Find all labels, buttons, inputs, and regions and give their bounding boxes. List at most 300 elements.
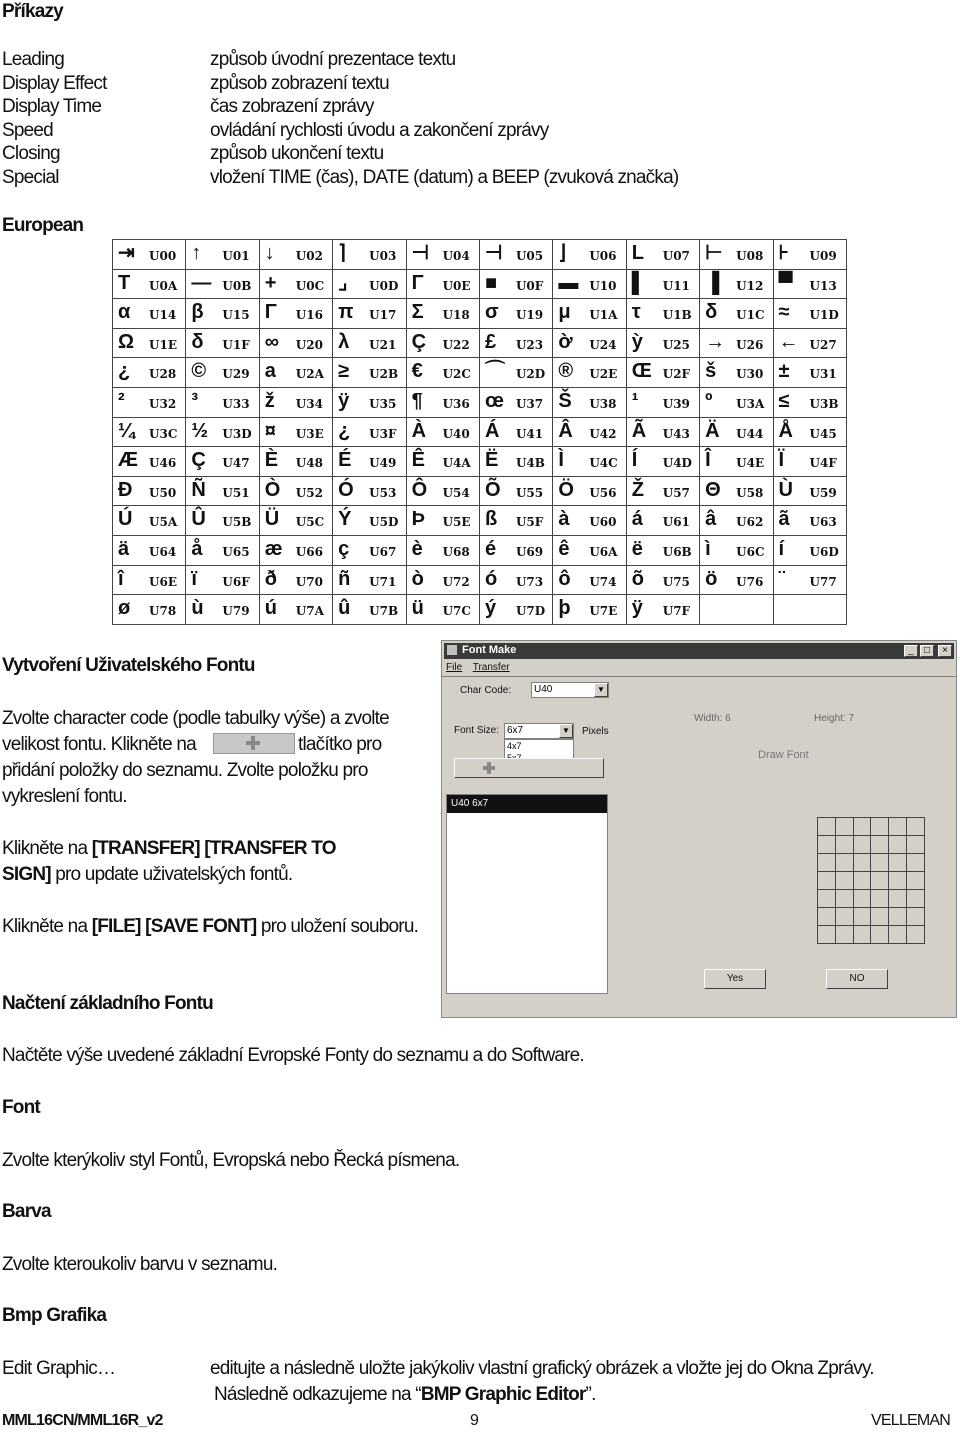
char-cell <box>773 240 846 270</box>
char-glyph: æ <box>264 538 283 561</box>
char-code: U06 <box>589 249 617 263</box>
char-cell <box>479 595 552 625</box>
char-glyph: Ö <box>558 478 574 501</box>
char-cell <box>259 476 332 506</box>
char-code: U44 <box>736 426 764 441</box>
char-glyph: ↑ <box>191 242 202 264</box>
char-glyph: î <box>118 567 124 590</box>
char-glyph: ± <box>778 360 790 383</box>
pixel-cell[interactable] <box>853 818 871 836</box>
char-glyph: Γ <box>411 271 424 294</box>
char-cell <box>700 358 773 388</box>
char-glyph: ô <box>558 567 571 590</box>
char-code: U34 <box>295 397 323 412</box>
char-cell <box>406 388 479 418</box>
pixels-label: Pixels <box>582 726 609 737</box>
char-cell <box>113 388 186 418</box>
char-code: U4D <box>662 456 692 471</box>
char-glyph: β <box>191 301 204 324</box>
add-item-button[interactable] <box>454 758 604 778</box>
font-size-option-4x7[interactable]: 4x7 <box>507 741 522 751</box>
char-glyph: Ü <box>264 508 280 531</box>
pixel-cell[interactable] <box>853 926 871 944</box>
empty-cell <box>773 595 846 625</box>
char-code: U16 <box>295 308 323 323</box>
char-cell <box>113 595 186 625</box>
char-cell <box>333 447 406 477</box>
char-code: U62 <box>736 515 764 530</box>
char-glyph: ý <box>484 597 497 620</box>
char-cell <box>186 536 259 566</box>
char-code: U0D <box>369 278 399 293</box>
char-cell <box>333 358 406 388</box>
char-code: U70 <box>295 574 323 589</box>
char-code: U3E <box>295 426 324 441</box>
footer-page-number: 9 <box>470 1412 479 1429</box>
menu-transfer[interactable]: Transfer <box>472 662 510 673</box>
char-code: U4F <box>809 456 837 471</box>
pixel-cell[interactable] <box>818 908 836 926</box>
char-glyph: Í <box>631 449 638 472</box>
char-code: U37 <box>515 397 544 412</box>
char-cell <box>553 565 626 595</box>
european-heading: European <box>2 215 84 236</box>
char-code: U67 <box>369 545 397 560</box>
user-font-para1-line1: Zvolte character code (podle tabulky výše) a zvolte <box>2 708 389 729</box>
char-cell <box>113 299 186 329</box>
char-code: U74 <box>589 574 617 589</box>
user-font-para1-line2b: tlačítko pro <box>298 734 382 755</box>
char-glyph: ⌋ <box>558 242 567 264</box>
char-glyph: ñ <box>338 567 351 590</box>
command-description: způsob zobrazení textu <box>210 72 389 94</box>
char-code: U55 <box>515 485 544 500</box>
char-code: U0B <box>222 278 252 293</box>
char-code: U0C <box>295 278 325 293</box>
char-code: U4B <box>515 456 545 471</box>
char-glyph: ⌉ <box>338 242 346 264</box>
char-glyph: Ω <box>118 330 135 353</box>
char-glyph: ì <box>705 538 711 561</box>
char-code: U3A <box>736 397 765 412</box>
char-code: U6F <box>222 574 250 589</box>
char-glyph: ∞ <box>264 330 280 353</box>
char-code: U02 <box>295 249 323 263</box>
char-glyph: Á <box>484 419 500 442</box>
pixel-cell[interactable] <box>835 890 853 908</box>
char-glyph: þ <box>558 597 571 620</box>
char-cell <box>186 328 259 358</box>
char-cell <box>186 358 259 388</box>
char-cell <box>333 536 406 566</box>
menu-bar <box>446 662 510 673</box>
char-glyph: Ç <box>191 449 206 472</box>
menu-file[interactable]: File <box>446 662 463 673</box>
char-code: U33 <box>222 397 250 412</box>
char-glyph: ¤ <box>264 419 276 442</box>
char-code: U5C <box>295 515 325 530</box>
char-cell <box>113 417 186 447</box>
char-cell <box>553 358 626 388</box>
title-bar <box>444 643 954 659</box>
char-code: U6A <box>589 545 618 560</box>
char-code: U2A <box>295 367 324 382</box>
char-code-value: U40 <box>534 684 553 695</box>
user-font-para3: Klikněte na [FILE] [SAVE FONT] pro uložení souboru. <box>2 916 419 937</box>
char-glyph: ³ <box>191 390 199 413</box>
char-glyph: δ <box>705 301 718 324</box>
char-glyph: ¿ <box>338 419 351 442</box>
char-code: U5F <box>515 515 544 530</box>
char-cell <box>406 328 479 358</box>
pixel-cell[interactable] <box>871 854 889 872</box>
char-glyph: ï <box>191 567 197 590</box>
empty-cell <box>700 595 773 625</box>
char-glyph: Ð <box>118 478 133 501</box>
char-glyph: ▌ <box>631 271 646 294</box>
pixel-cell[interactable] <box>853 890 871 908</box>
char-glyph: ¼ <box>118 419 135 442</box>
pixel-cell[interactable] <box>907 890 925 908</box>
font-list[interactable] <box>446 794 608 994</box>
char-cell <box>553 388 626 418</box>
char-glyph: £ <box>484 330 497 353</box>
menu-divider <box>442 676 956 677</box>
pixel-cell[interactable] <box>835 836 853 854</box>
char-glyph: Ý <box>338 508 352 531</box>
pixel-cell[interactable] <box>853 872 871 890</box>
char-code: U53 <box>369 485 397 500</box>
no-button[interactable]: NO <box>826 969 888 989</box>
pixel-cell[interactable] <box>889 926 907 944</box>
font-heading: Font <box>2 1097 40 1118</box>
char-glyph: ⊣ <box>411 242 429 264</box>
pixel-cell[interactable] <box>871 890 889 908</box>
close-icon[interactable]: × <box>938 645 952 657</box>
char-cell <box>553 595 626 625</box>
pixel-cell[interactable] <box>853 908 871 926</box>
pixel-cell[interactable] <box>907 854 925 872</box>
char-code: U57 <box>662 485 690 500</box>
char-cell <box>406 476 479 506</box>
command-description: způsob ukončení textu <box>210 143 384 164</box>
minimize-icon[interactable]: _ <box>904 645 918 657</box>
char-code: U41 <box>515 426 544 441</box>
pixel-cell[interactable] <box>889 818 907 836</box>
char-cell <box>406 565 479 595</box>
char-glyph: Ù <box>778 478 793 501</box>
char-glyph: ã <box>778 508 790 531</box>
char-cell <box>626 388 699 418</box>
pixel-cell[interactable] <box>835 854 853 872</box>
char-glyph: ê <box>558 538 570 561</box>
pixel-cell[interactable] <box>871 908 889 926</box>
char-code: U35 <box>369 397 397 412</box>
command-name: Closing <box>2 143 60 164</box>
char-code: U60 <box>589 515 617 530</box>
char-cell <box>259 417 332 447</box>
char-glyph: Θ <box>705 478 721 501</box>
char-cell <box>113 328 186 358</box>
char-cell <box>479 447 552 477</box>
char-code: U22 <box>442 337 470 352</box>
command-name: Leading <box>2 49 65 70</box>
char-code: U52 <box>295 485 323 500</box>
char-code-label: Char Code: <box>460 685 512 696</box>
char-cell <box>626 536 699 566</box>
char-glyph: ≥ <box>338 360 350 383</box>
char-code: U0F <box>515 278 544 293</box>
char-code: U1E <box>149 337 177 352</box>
char-code: U7C <box>442 604 471 619</box>
char-glyph: ÿ <box>338 390 350 413</box>
char-glyph: Ï <box>778 449 785 472</box>
char-cell <box>259 269 332 299</box>
char-glyph: ó <box>484 567 498 590</box>
char-glyph: Æ <box>118 449 138 472</box>
char-cell <box>186 506 259 536</box>
char-glyph: Ì <box>558 449 564 472</box>
char-code: U4E <box>736 456 765 471</box>
char-glyph: ⌟ <box>338 271 348 294</box>
user-font-para1-line3: přidání položky do seznamu. Zvolte položku pro <box>2 760 368 781</box>
char-cell <box>700 447 773 477</box>
char-cell <box>700 388 773 418</box>
char-code: U50 <box>149 485 177 500</box>
char-glyph: € <box>411 360 423 383</box>
char-cell <box>479 476 552 506</box>
char-cell <box>113 506 186 536</box>
char-code: U1F <box>222 337 250 352</box>
char-code: U47 <box>222 456 250 471</box>
char-glyph: ≤ <box>778 390 790 413</box>
char-cell <box>259 240 332 270</box>
char-cell <box>113 565 186 595</box>
user-font-para2-line2: SIGN] pro update uživatelských fontů. <box>2 864 293 885</box>
char-glyph: É <box>338 449 352 472</box>
pixel-cell[interactable] <box>835 926 853 944</box>
char-code: U25 <box>662 337 690 352</box>
window-title: Font Make <box>462 644 517 656</box>
pixel-cell[interactable] <box>835 872 853 890</box>
font-size-label: Font Size: <box>454 725 500 736</box>
char-cell <box>333 299 406 329</box>
char-cell <box>259 506 332 536</box>
pixel-cell[interactable] <box>835 818 853 836</box>
command-description: ovládání rychlosti úvodu a zakončení zprávy <box>210 119 549 141</box>
pixel-cell[interactable] <box>907 836 925 854</box>
char-code: U78 <box>149 604 177 619</box>
char-cell <box>259 447 332 477</box>
yes-button[interactable]: Yes <box>704 969 766 989</box>
pixel-cell[interactable] <box>889 872 907 890</box>
color-text: Zvolte kteroukoliv barvu v seznamu. <box>2 1254 278 1275</box>
pixel-cell[interactable] <box>907 926 925 944</box>
char-code: U15 <box>222 308 250 323</box>
pixel-cell[interactable] <box>818 872 836 890</box>
font-size-select[interactable] <box>504 723 574 739</box>
char-cell <box>406 240 479 270</box>
char-code: U30 <box>736 367 764 382</box>
char-cell <box>553 417 626 447</box>
char-cell <box>553 269 626 299</box>
command-name: Special <box>2 166 59 188</box>
char-cell <box>333 506 406 536</box>
char-code: U66 <box>295 545 323 560</box>
char-cell <box>333 417 406 447</box>
char-code: U1C <box>736 308 765 323</box>
char-glyph: Å <box>778 419 793 442</box>
char-glyph: ö <box>705 567 718 590</box>
char-glyph: ⌒ <box>484 360 505 383</box>
char-glyph: λ <box>338 330 350 353</box>
char-glyph: Σ <box>411 301 424 324</box>
char-cell <box>773 565 846 595</box>
pixel-cell[interactable] <box>907 872 925 890</box>
char-cell <box>626 417 699 447</box>
char-cell <box>700 269 773 299</box>
char-glyph: ▀ <box>778 271 793 294</box>
chevron-down-icon[interactable]: ▼ <box>559 724 573 738</box>
footer-model: MML16CN/MML16R_v2 <box>2 1412 163 1429</box>
char-glyph: ø <box>118 597 131 620</box>
char-code: U51 <box>222 485 250 500</box>
char-glyph: Þ <box>411 508 425 531</box>
char-code: U58 <box>736 485 764 500</box>
char-cell <box>259 595 332 625</box>
char-glyph: è <box>411 538 423 561</box>
char-code: U12 <box>736 278 764 293</box>
pixel-cell[interactable] <box>907 818 925 836</box>
char-code: U72 <box>442 574 470 589</box>
char-glyph: Î <box>705 449 711 472</box>
char-cell <box>773 536 846 566</box>
basic-font-heading: Načtení základního Fontu <box>2 993 213 1014</box>
char-cell <box>479 269 552 299</box>
command-name: Speed <box>2 119 53 141</box>
char-code: U59 <box>809 485 837 500</box>
char-cell <box>700 328 773 358</box>
char-code: U04 <box>442 249 470 263</box>
pixel-cell[interactable] <box>853 854 871 872</box>
pixel-cell[interactable] <box>853 836 871 854</box>
char-glyph: å <box>191 538 203 561</box>
char-glyph: ■ <box>484 271 498 294</box>
char-glyph: º <box>705 390 713 413</box>
char-cell <box>333 269 406 299</box>
pixel-cell[interactable] <box>907 908 925 926</box>
char-code: U31 <box>809 367 837 382</box>
char-cell <box>333 328 406 358</box>
char-code: U5B <box>222 515 252 530</box>
pixel-cell[interactable] <box>818 836 836 854</box>
char-glyph: Ã <box>631 419 647 442</box>
char-glyph: Õ <box>484 478 501 501</box>
char-cell <box>700 240 773 270</box>
char-code: U49 <box>369 456 397 471</box>
pixel-cell[interactable] <box>835 908 853 926</box>
char-glyph: í <box>778 538 785 561</box>
char-glyph: Ç <box>411 330 427 353</box>
pixel-cell[interactable] <box>889 908 907 926</box>
pixel-cell[interactable] <box>818 854 836 872</box>
char-glyph: ß <box>484 508 498 531</box>
char-code: U09 <box>809 249 837 263</box>
pixel-cell[interactable] <box>818 818 836 836</box>
char-cell <box>626 299 699 329</box>
char-code: U19 <box>515 308 544 323</box>
pixel-cell[interactable] <box>889 836 907 854</box>
char-code: U21 <box>369 337 397 352</box>
char-code: U1D <box>809 308 839 323</box>
char-glyph: ç <box>338 538 350 561</box>
char-cell <box>113 240 186 270</box>
char-cell <box>113 358 186 388</box>
char-glyph: L <box>631 242 644 264</box>
basic-font-text: Načtěte výše uvedené základní Evropské Fonty do seznamu a do Software. <box>2 1045 584 1066</box>
pixel-cell[interactable] <box>871 836 889 854</box>
add-item-button-image <box>213 733 295 754</box>
pixel-cell[interactable] <box>889 854 907 872</box>
char-cell <box>259 536 332 566</box>
char-cell <box>773 506 846 536</box>
char-glyph: © <box>191 360 207 383</box>
char-glyph: Û <box>191 508 206 531</box>
pixel-cell[interactable] <box>889 890 907 908</box>
draw-font-label: Draw Font <box>758 749 809 761</box>
chevron-down-icon[interactable]: ▼ <box>594 683 608 697</box>
char-code: U7E <box>589 604 618 619</box>
pixel-cell[interactable] <box>818 926 836 944</box>
char-cell <box>333 240 406 270</box>
pixel-cell[interactable] <box>818 890 836 908</box>
char-code: U4A <box>442 456 471 471</box>
char-code: U6D <box>809 545 839 560</box>
char-code-select[interactable] <box>531 682 609 698</box>
maximize-icon[interactable]: □ <box>920 645 934 657</box>
char-cell <box>186 595 259 625</box>
char-cell <box>113 476 186 506</box>
char-glyph: ž <box>264 390 275 413</box>
char-code: U76 <box>736 574 764 589</box>
pixel-cell[interactable] <box>871 872 889 890</box>
char-cell <box>626 595 699 625</box>
char-cell <box>186 240 259 270</box>
char-code: U71 <box>369 574 397 589</box>
plus-icon <box>483 762 495 774</box>
char-code: U3B <box>809 397 839 412</box>
pixel-cell[interactable] <box>871 926 889 944</box>
font-list-item[interactable]: U40 6x7 <box>447 795 607 813</box>
char-code: U7B <box>369 604 399 619</box>
char-glyph: Ñ <box>191 478 206 501</box>
char-glyph: Γ <box>264 301 277 324</box>
char-glyph: ¶ <box>411 390 423 413</box>
char-cell <box>553 299 626 329</box>
pixel-grid[interactable] <box>817 817 925 944</box>
char-glyph: á <box>631 508 643 531</box>
pixel-cell[interactable] <box>871 818 889 836</box>
char-glyph: ù <box>191 597 204 620</box>
char-cell <box>113 447 186 477</box>
footer-brand: VELLEMAN <box>871 1412 950 1429</box>
char-cell <box>113 536 186 566</box>
char-glyph: — <box>191 271 212 294</box>
height-label: Height: 7 <box>814 713 855 724</box>
char-glyph: ¹ <box>631 390 639 413</box>
char-cell <box>479 240 552 270</box>
char-code: U79 <box>222 604 250 619</box>
